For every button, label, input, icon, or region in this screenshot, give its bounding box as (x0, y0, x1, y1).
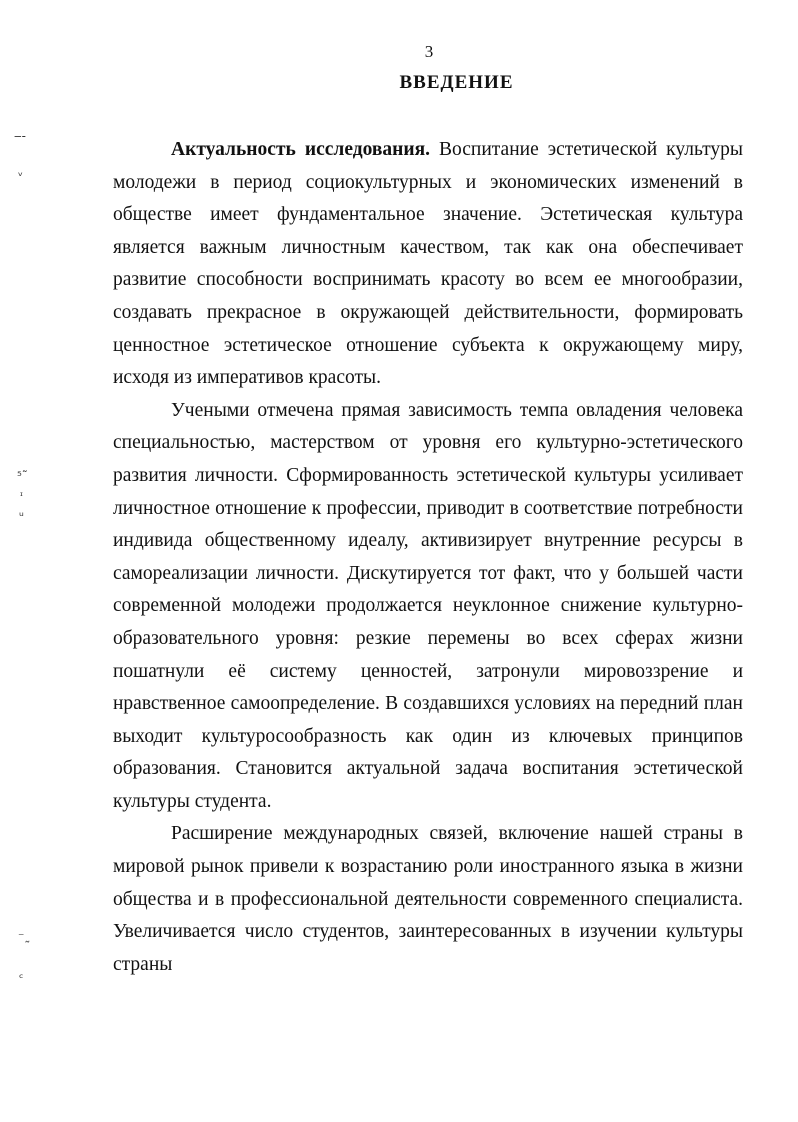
scan-mark: ᵘ (19, 509, 24, 523)
scan-mark: ᵛ (18, 169, 24, 183)
paragraph-text: Воспитание эстетической культуры молодежи в период социокультурных и экономических изменений в обществе имеет фундаментальное значение. Эстетическая культура является важным личностным качеством, так как она обеспечивает развитие способности воспринимать красоту во всем ее многообразии, создавать прекрасное в окружающей действительности, формировать ценностное эстетическое отношение субъекта к окружающему миру, исходя из императивов красоты. (113, 139, 743, 389)
paragraph-text: Расширение международных связей, включение нашей страны в мировой рынок привели к возрастанию роли иностранного языка в жизни общества и в профессиональной деятельности современного специалиста. Увеличивается число студентов, заинтересованных в изучении культуры страны (113, 823, 743, 975)
page-number: 3 (424, 42, 434, 61)
scan-mark: ᶜ (19, 971, 24, 985)
paragraph-3 (113, 818, 743, 981)
paragraph-text: Учеными отмечена прямая зависимость темпа овладения человека специальностью, мастерством от уровня его культурно-эстетического развития личности. Сформированность эстетической культуры усиливает личностное отношение к профессии, приводит в соответствие потребности индивида общественному идеалу, активизирует внутренние ресурсы в самореализации личности. Дискутируется тот факт, что у большей части современной молодежи продолжается неуклонное снижение культурно-образовательного уровня: резкие перемены во всех сферах жизни пошатнули её систему ценностей, затронули мировоззрение и нравственное самоопределение. В создавшихся условиях на передний план выходит культуросообразность как один из ключевых принципов образования. Становится актуальной задача воспитания эстетической культуры студента. (113, 399, 743, 812)
body-text (113, 134, 743, 981)
scan-mark: ⁵˜ (17, 469, 28, 483)
scan-mark: ⁻˷ (18, 929, 31, 943)
scan-mark: ᶦ (20, 489, 24, 503)
scan-mark: ‒‑ (14, 129, 26, 143)
paragraph-lead: Актуальность исследования. (171, 139, 431, 160)
paragraph-1 (113, 134, 743, 395)
section-heading: ВВЕДЕНИЕ (399, 72, 514, 93)
paragraph-2 (113, 395, 743, 819)
